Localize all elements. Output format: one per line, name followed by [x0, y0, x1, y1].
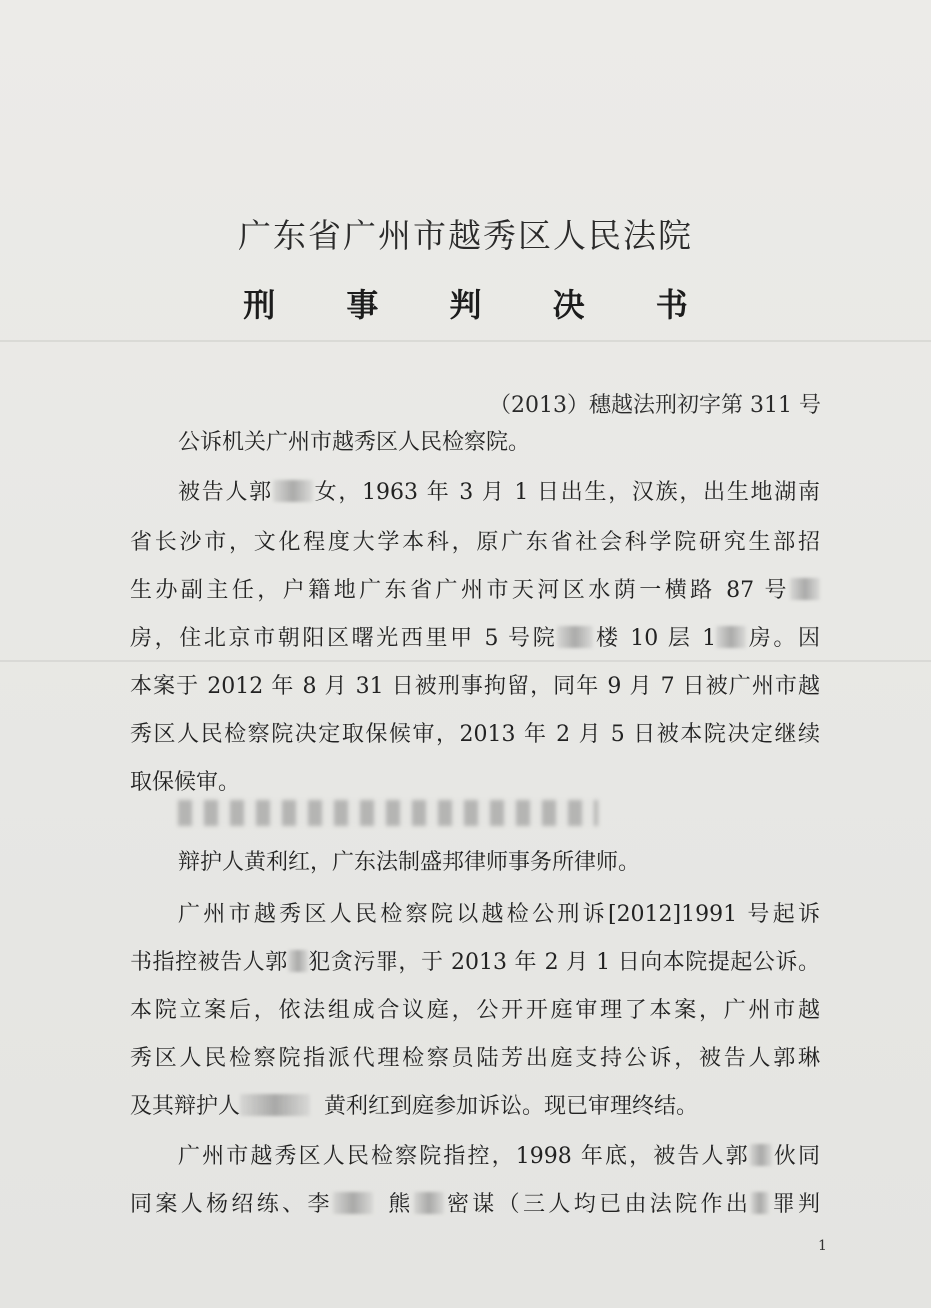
text-line: 秀区人民检察院指派代理检察员陆芳出庭支持公诉，被告人郭琳	[130, 1046, 820, 1071]
text-line: 取保候审。	[130, 770, 241, 795]
paragraph-charges-line	[178, 1142, 820, 1172]
document-type-title: 刑 事 判 决 书	[243, 286, 718, 324]
paragraph-defendant-line	[130, 768, 820, 798]
text-segment: 犯贪污罪，于 2013 年 2 月 1 日向本院提起公诉。	[307, 950, 820, 975]
text-line: 秀区人民检察院决定取保候审，2013 年 2 月 5 日被本院决定继续	[130, 722, 820, 747]
redacted-block	[716, 626, 746, 648]
paragraph-prosecutor	[178, 428, 820, 458]
text-line: 辩护人黄利红，广东法制盛邦律师事务所律师。	[178, 850, 641, 875]
paragraph-procedure-line	[130, 996, 820, 1026]
case-number: （2013）穗越法刑初字第 311 号	[489, 393, 821, 418]
text-segment: 生办副主任，户籍地广东省广州市天河区水荫一横路 87 号	[130, 578, 790, 603]
text-segment: 广州市越秀区人民检察院指控，1998 年底，被告人郭	[178, 1144, 750, 1169]
paper-fold	[0, 340, 931, 342]
paragraph-procedure-line	[130, 948, 820, 978]
text-line: 省长沙市，文化程度大学本科，原广东省社会科学院研究生部招	[130, 530, 820, 555]
paragraph-procedure-line	[130, 1044, 820, 1074]
redacted-line	[178, 800, 598, 826]
text-segment: 书指控被告人郭	[130, 950, 288, 975]
paragraph-procedure-line	[178, 900, 820, 930]
text-segment: 女，1963 年 3 月 1 日出生，汉族，出生地湖南	[312, 480, 820, 505]
paper-fold	[0, 660, 931, 662]
text-line: 本案于 2012 年 8 月 31 日被刑事拘留，同年 9 月 7 日被广州市越	[130, 674, 820, 699]
text-segment: 房。因	[746, 626, 820, 651]
paragraph-charges-line	[130, 1190, 820, 1220]
paragraph-defendant-line	[130, 720, 820, 750]
text-segment: 房，住北京市朝阳区曙光西里甲 5 号院	[130, 626, 558, 651]
paragraph-defense-counsel	[178, 848, 820, 878]
text-segment: 被告人郭	[178, 480, 273, 505]
redacted-block	[288, 950, 308, 972]
redacted-block	[751, 1192, 769, 1214]
paragraph-defendant-line	[130, 528, 820, 558]
text-line: 公诉机关广州市越秀区人民检察院。	[178, 430, 531, 455]
court-name: 广东省广州市越秀区人民法院	[238, 216, 693, 255]
text-segment: 伙同	[771, 1144, 820, 1169]
text-segment: 罪判	[769, 1192, 820, 1217]
text-line: 广州市越秀区人民检察院以越检公刑诉[2012]1991 号起诉	[178, 902, 820, 927]
text-segment: 及其辩护人	[130, 1094, 241, 1119]
redacted-block	[790, 578, 820, 600]
redacted-block	[557, 626, 593, 648]
redacted-block	[273, 480, 313, 502]
text-segment: 同案人杨绍练、李	[130, 1192, 333, 1217]
text-segment: 熊	[384, 1192, 414, 1217]
paragraph-defendant-line	[178, 478, 820, 508]
redacted-block	[240, 1094, 310, 1116]
paragraph-defendant-line	[130, 624, 820, 654]
text-segment: 密谋（三人均已由法院作出	[443, 1192, 752, 1217]
redacted-block	[333, 1192, 373, 1214]
paragraph-procedure-line	[130, 1092, 820, 1122]
paragraph-defendant-line	[130, 576, 820, 606]
page-number: 1	[818, 1238, 827, 1254]
text-segment: 楼 10 层 1	[593, 626, 717, 651]
redacted-block	[750, 1144, 772, 1166]
redacted-block	[414, 1192, 444, 1214]
paragraph-defendant-line	[130, 672, 820, 702]
text-segment: 黄利红到庭参加诉讼。现已审理终结。	[324, 1094, 699, 1119]
text-line: 本院立案后，依法组成合议庭，公开开庭审理了本案，广州市越	[130, 998, 820, 1023]
